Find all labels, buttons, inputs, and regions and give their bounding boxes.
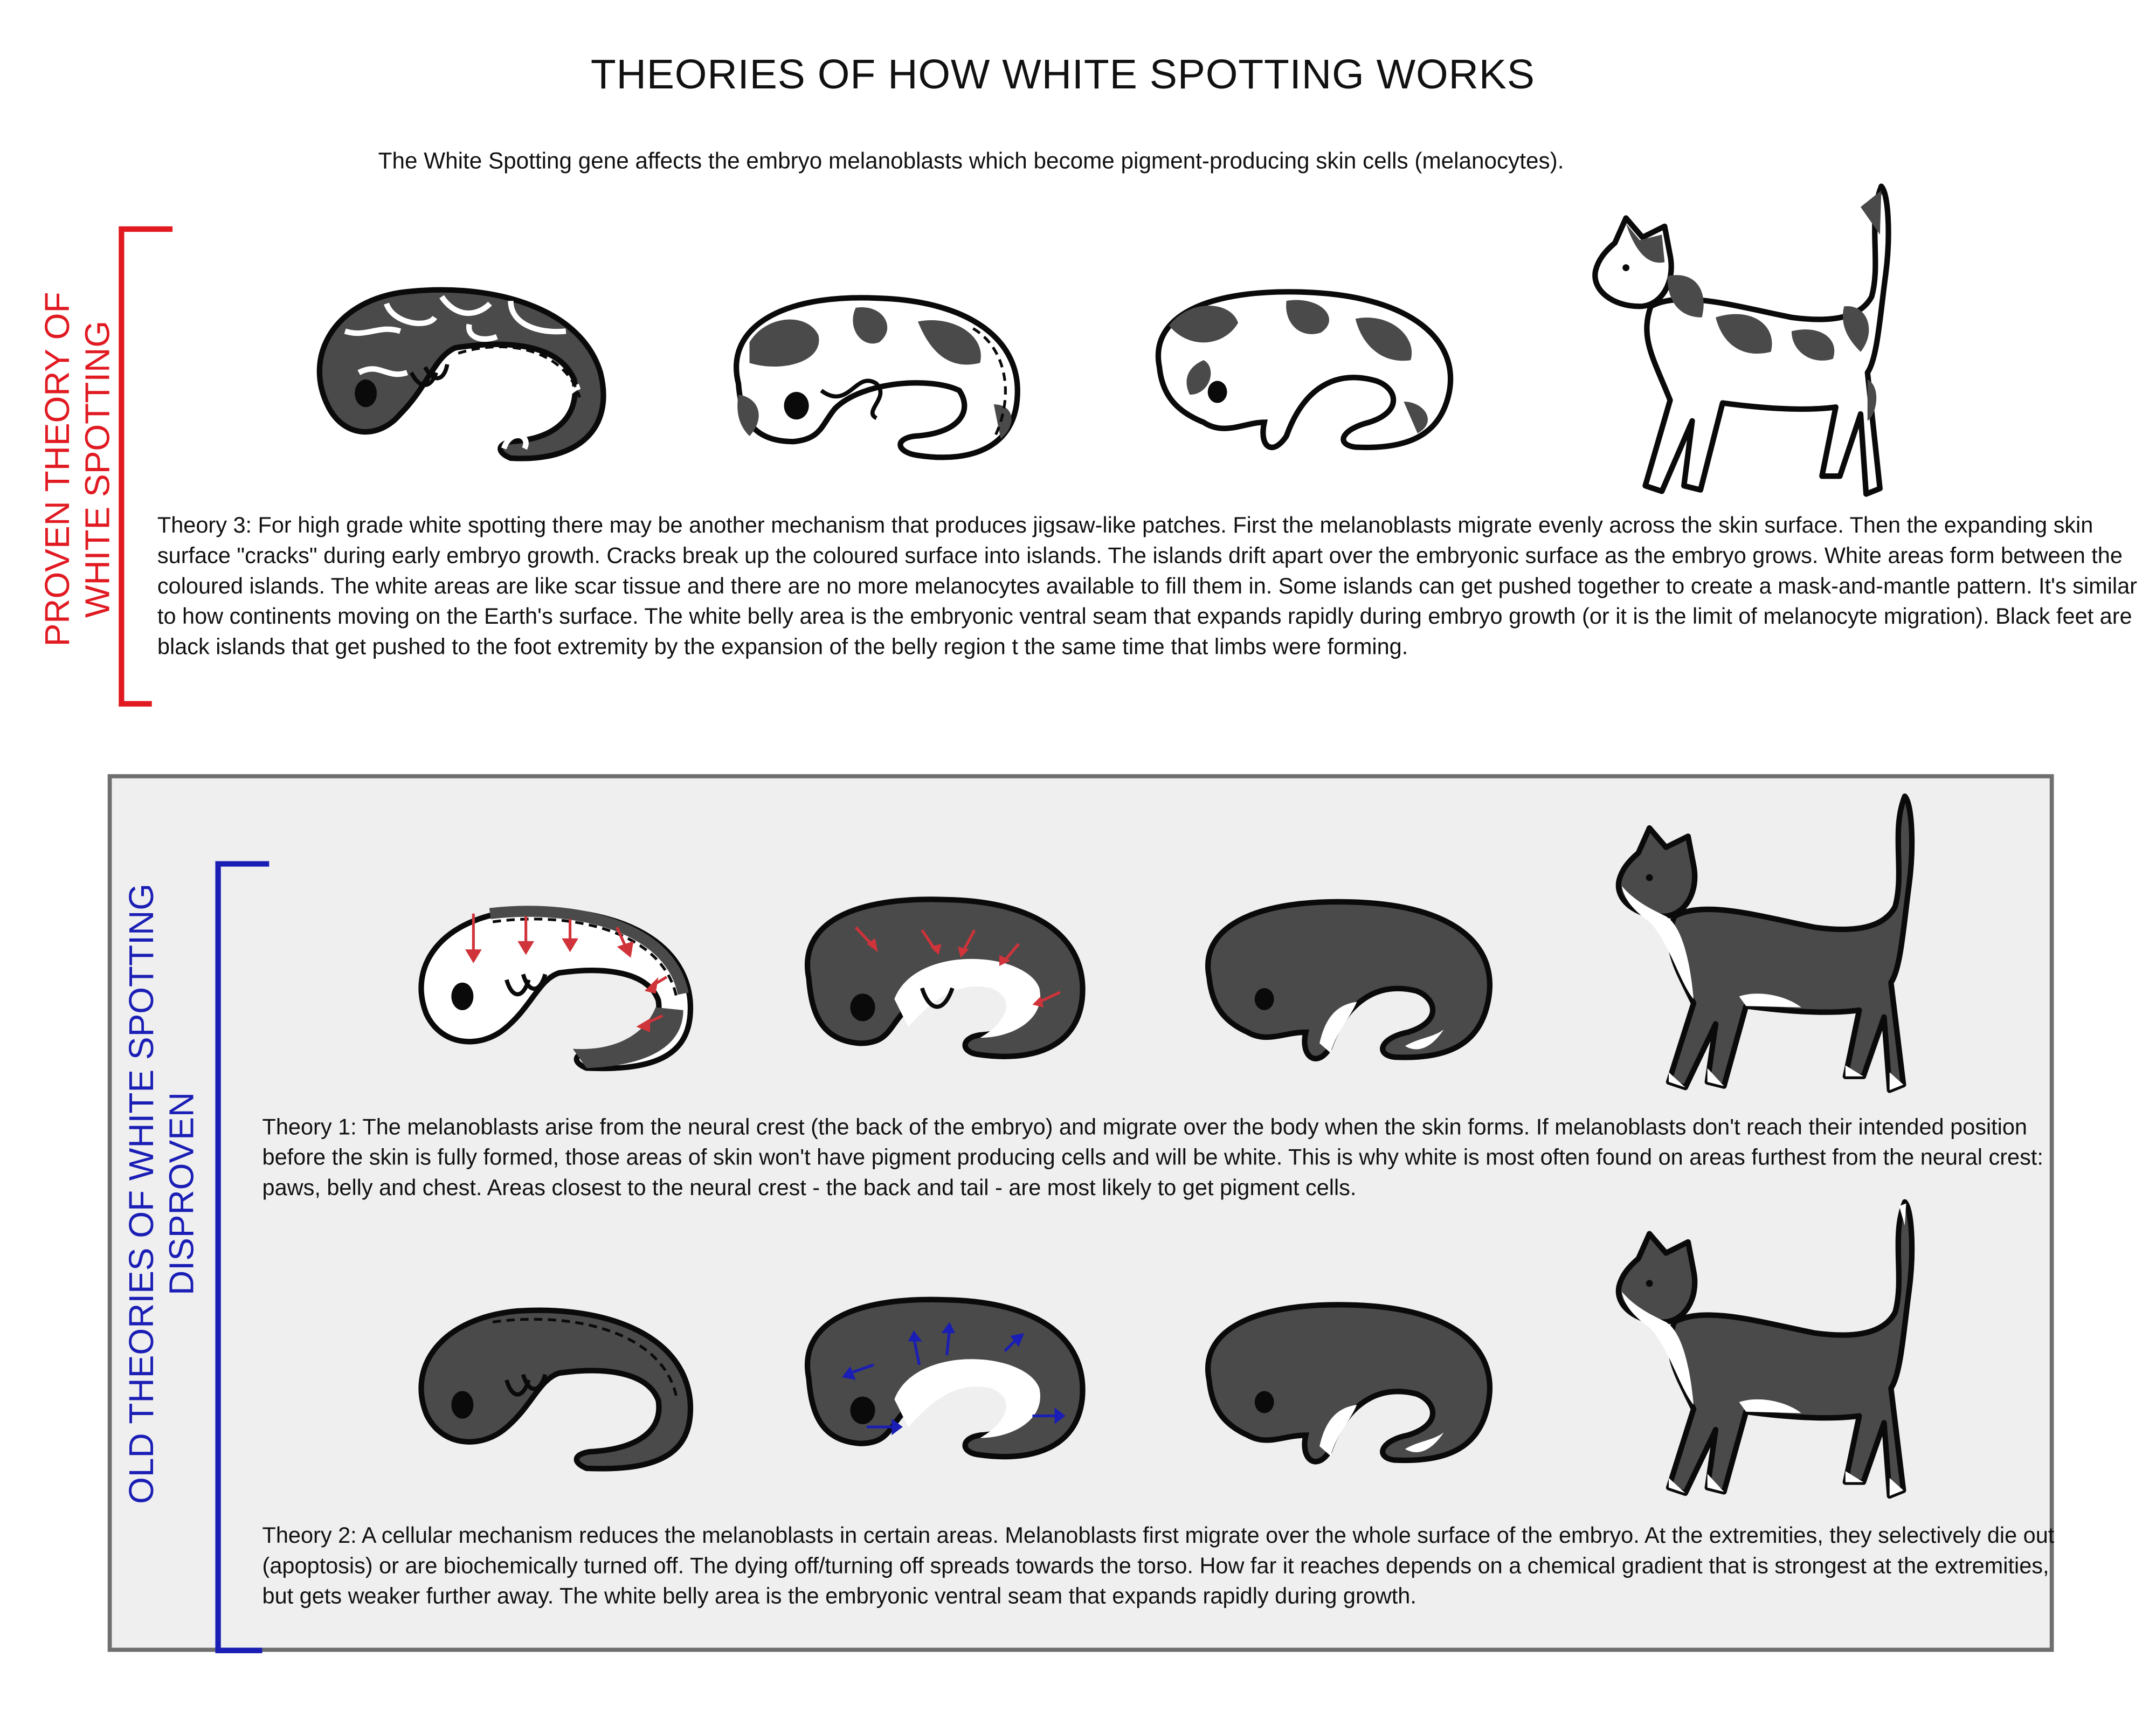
embryo-t2-stage3: [1198, 1297, 1495, 1476]
embryo-t1-stage3: [1198, 894, 1495, 1074]
page-title: THEORIES OF HOW WHITE SPOTTING WORKS: [590, 52, 1535, 98]
embryo-t1-stage2: [798, 889, 1095, 1068]
spotted-cat: [1585, 180, 1916, 510]
old-label-line1: OLD THEORIES OF WHITE SPOTTING: [122, 883, 162, 1504]
embryo-stage1-jigsaw: [303, 276, 621, 469]
embryo-t2-stage1: [407, 1297, 704, 1476]
proven-label-line1: PROVEN THEORY OF: [38, 292, 78, 647]
old-theories-label: [123, 808, 203, 1581]
embryo-stage2-jigsaw: [724, 287, 1042, 473]
intro-text: The White Spotting gene affects the embryo melanoblasts which become pigment-producing skin cells (melanocytes).: [378, 149, 1564, 174]
bicolor-cat-t1: [1608, 789, 1932, 1107]
embryo-t2-stage2: [798, 1289, 1095, 1468]
theory3-text: Theory 3: For high grade white spotting there may be another mechanism that produces jigsaw-like patches. First the melanoblasts migrate evenly across the skin surface. Then the expanding skin surface "cracks" during early embryo growth. Cracks break up the coloured surface into islands. The islands drift apart over the embryonic surface as the embryo grows. White areas form between the coloured islands. The white areas are like scar tissue and there are no more melanocytes available to fill them in. Some islands can get pushed together to create a mask-and-mantle pattern. It's similar to how continents moving on the Earth's surface. The white belly area is the embryonic ventral seam that expands rapidly during embryo growth (or it is the limit of melanocyte migration). Black feet are black islands that get pushed to the foot extremity by the expansion of the belly region t the same time that limbs were forming.: [157, 513, 2137, 660]
theory2-text: Theory 2: A cellular mechanism reduces the melanoblasts in certain areas. Melanoblasts first migrate over the whole surface of the embryo. At the extremities, they selectively die out (apoptosis) or are biochemically turned off. The dying off/turning off spreads towards the torso. How far it reaches depends on a chemical gradient that is strongest at the extremities, but gets weaker further away. The white belly area is the embryonic ventral seam that expands rapidly during growth.: [262, 1523, 2055, 1609]
bicolor-cat-t2: [1608, 1195, 1932, 1513]
proven-theory-label: [39, 207, 119, 732]
old-label-line2: DISPROVEN: [163, 1092, 202, 1295]
embryo-t1-stage1: [407, 897, 704, 1077]
theory1-text: Theory 1: The melanoblasts arise from the neural crest (the back of the embryo) and migrate over the body when the skin forms. If melanoblasts don't reach their intended position before the skin is fully formed, those areas of skin won't have pigment producing cells and will be white. This is why white is most often found on areas furthest from the neural crest: paws, belly and chest. Areas closest to the neural crest - the back and tail - are most likely to get pigment cells.: [262, 1115, 2043, 1201]
proven-label-line2: WHITE SPOTTING: [78, 320, 118, 618]
embryo-stage3-jigsaw: [1149, 284, 1466, 464]
